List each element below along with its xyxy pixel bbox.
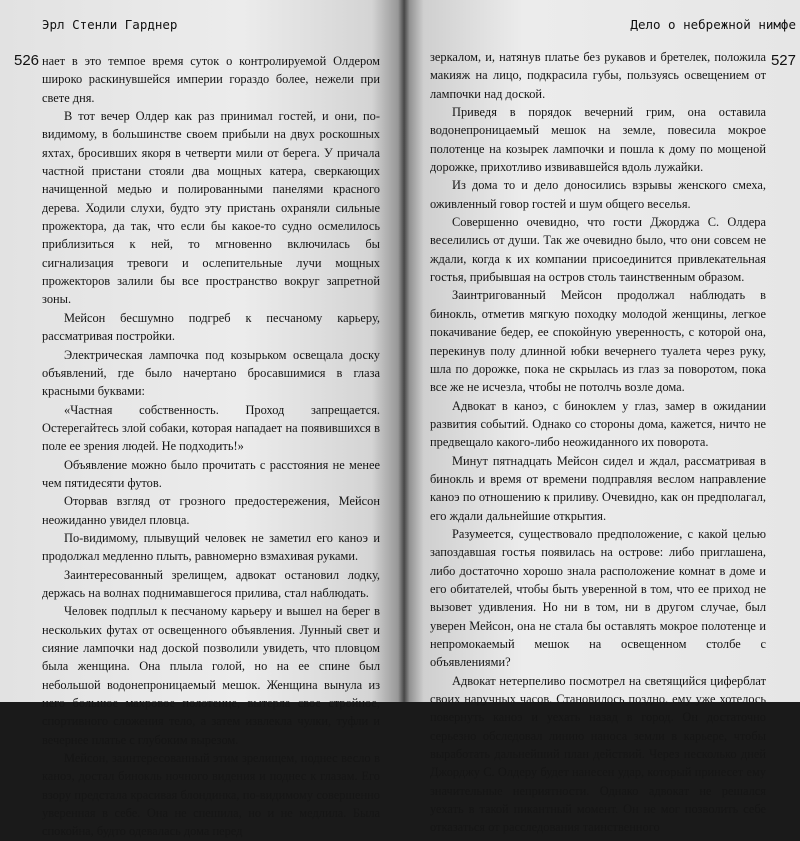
running-head-author: Эрл Стенли Гарднер [42,17,178,32]
paragraph: Мейсон, заинтересованный этим зрелищем, поднес весло в каноэ, достал бинокль ночного видения и поднес к глазам. Его взору предстала красивая блондинка, по-видимому совершенно уверенная в себе. Она не спешила, но и не медлила. Была спокойна, будто одевалась дома перед [42,751,380,839]
right-page [404,0,800,835]
book-gutter [398,0,410,702]
paragraph: Электрическая лампочка под козырьком освещала доску объявлений, где было начертано бросавшимися в глаза красными буквами: [42,347,380,399]
paragraph: Минут пятнадцать Мейсон сидел и ждал, рассматривая в бинокль и время от времени подправляя веслом направление каноэ по отношению к приливу. Очевидно, как он предполагал, его ждали дальнейшие открытия. [430,453,766,523]
paragraph: Отоpвав взгляд от грозного предостережения, Мейсон неожиданно увидел пловца. [42,494,380,527]
page-number-left: 526 [14,52,40,69]
right-page-text [430,48,766,837]
paragraph: Человек подплыл к песчаному карьеру и вышел на берег в нескольких футах от освещенного объявления. Лунный свет и сияние лампочки над доской позволили увидеть, что пловцом была женщина. Она плыла голой, но на ее спине был небольшой водонепроницаемый мешок. Женщина вынула из него большое махровое полотенце, вытерла свое стройное, спортивного сложения тело, а затем извлекла чулки, туфли и вечернее платье с глубоким вырезом. [42,604,380,747]
left-page-text [42,52,380,841]
paragraph: Заинтригованный Мейсон продолжал наблюдать в бинокль, отметив мягкую походку молодой женщины, легкое покачивание бедер, ее спокойную уверенность, с которой она, перекинув полу длинной юбки вечернего туалета через руку, шла по дорожке, пока не скрылась из глаз за поворотом, пока все же не исчезла, чтобы не потолчь возле дома. [430,288,766,395]
running-head-title: Дело о небрежной нимфе [630,17,796,32]
paragraph: Заинтересованный зрелищем, адвокат остановил лодку, держась на волнах поднимавшегося прилива, стал наблюдать. [42,567,380,600]
paragraph: зеркалом, и, натянув платье без рукавов и бретелек, положила макияж на лицо, подкрасила губы, пользуясь освещением от лампочки над доской. [430,50,766,101]
notice-quote: «Частная собственность. Проход запрещается. Остерегайтесь злой собаки, которая нападает на появившихся в поле ее зрения людей. Не подходить!» [42,402,380,454]
paragraph: Разумеется, существовало предположение, с какой целью запоздавшая гостья появилась на острове: либо приглашена, либо достаточно хорошо знала расположение комнат в доме и его обитателей, чтобы быть уверенной в том, что ее приход не вызовет удивления. Но ни в том, ни в другом случае, был уверен Мейсон, она не стала бы оставлять мокрое полотенце и непромокаемый мешок на освещенном столбе с объявлениями? [430,526,766,670]
paragraph: В тот вечер Олдер как раз принимал гостей, и они, по-видимому, в большинстве своем прибыли на двух роскошных яхтах, бросивших якоря в четверти мили от берега. У причала частной пристани стояли два мощных катера, сверкающих начищенной медью и полированными панелями красного дерева. Ходили слухи, будто эту пристань охраняли сильные прожектора, да так, что если бы какое-то судно осмелилось приблизиться к ней, то мгновенно включилась бы сигнализация тревоги и ослепительные лучи мощных прожекторов залили бы все пространство вокруг запретной зоны. [42,109,380,307]
paragraph: Объявление можно было прочитать с расстояния не менее чем пятидесяти футов. [42,457,380,490]
paragraph: Из дома то и дело доносились взрывы женского смеха, оживленный говор гостей и шум общего веселья. [430,178,766,211]
paragraph: Адвокат нетерпеливо посмотрел на светящийся циферблат своих наручных часов. Становилось поздно, ему уже хотелось повернуть каноэ и уехать назад в город. Он достаточно серьезно обследовал линию наноса земли в карьере, чтобы выработать дальнейший план действий. Через несколько дней Джорджу С. Олдеру будет нанесен удар, который принесет ему значительные неприятности. Однако адвокат не решался уехать в такой пикантный момент. Он не мог позволить себе отказаться от расследования таинственного [430,673,766,835]
paragraph: По-видимому, плывущий человек не заметил его каноэ и продолжал медленно плыть, равномерно взмахивая руками. [42,530,380,564]
paragraph: Мейсон бесшумно подгреб к песчаному карьеру, рассматривая постройки. [42,310,380,344]
paragraph: Совершенно очевидно, что гости Джорджа С. Олдера веселились от души. Так же очевидно было, что они совсем не ждали, когда к их компании присоединится привлекательная гостья, прибывшая на остров столь таинственным образом. [430,215,766,285]
paragraph: Адвокат в каноэ, с биноклем у глаз, замер в ожидании развития событий. Однако со стороны дома, кажется, ничто не предвещало какого-либо неожиданного их поворота. [430,398,766,450]
page-number-right: 527 [770,52,796,69]
paragraph: нает в это темпое время суток о контролируемой Олдером широко раскинувшейся империи гораздо более, нежели при свете дня. [42,54,380,105]
paragraph: Приведя в порядок вечерний грим, она оставила водонепроницаемый мешок на земле, повесила мокрое полотенце на козырек лампочки и пошла к дому по мощеной дорожке, прихотливо извивавшейся вдоль лужайки. [430,105,766,175]
